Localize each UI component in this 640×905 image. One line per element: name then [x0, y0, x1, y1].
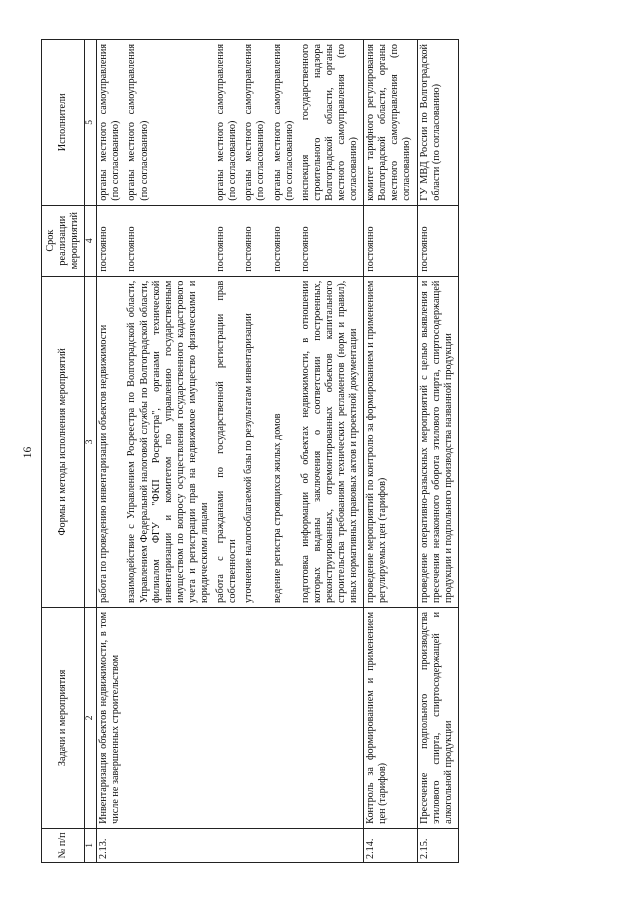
form-cell: взаимодействие с Управлением Росреестра по Волгоградской области, Управлением Федеральной налоговой службы по Волгоградской области, филиалом ФГУ "ФКП Росреестра", органами технической инвентаризации и комитетом по управлению государственным имуществом по вопросу осуществления государственного кадастрового учета и регистрации прав на недвижимое имущество физическими и юридическими лицами: [125, 276, 214, 607]
column-index: 2: [85, 607, 97, 828]
executor-cell: органы местного самоуправления (по согласованию): [271, 40, 299, 206]
header-executors: Исполнители: [42, 40, 85, 206]
table-row: [417, 40, 458, 863]
header-task: Задачи и мероприятия: [42, 607, 85, 828]
header-row: [42, 40, 85, 863]
term-cell: постоянно: [125, 205, 214, 276]
form-cell: работа по проведению инвентаризации объектов недвижимости: [97, 276, 126, 607]
task-cell: Пресечение подпольного производства этилового спирта, спиртосодержащей и алкогольной продукции: [417, 607, 458, 828]
form-cell: уточнение налогооблагаемой базы по результатам инвентаризации: [242, 276, 270, 607]
measures-table: [41, 39, 459, 863]
header-term: Срок реализации мероприятий: [42, 205, 85, 276]
table-row: [97, 40, 126, 863]
term-cell: постоянно: [271, 205, 299, 276]
column-index: 5: [85, 40, 97, 206]
term-cell: постоянно: [214, 205, 242, 276]
executor-cell: органы местного самоуправления (по согласованию): [242, 40, 270, 206]
term-cell: постоянно: [417, 205, 458, 276]
form-cell: проведение оперативно-разыскных мероприятий с целью выявления и пресечения незаконного оборота этилового спирта, спиртосодержащей продукции и подпольного производства названной продукции: [417, 276, 458, 607]
form-cell: ведение регистра строящихся жилых домов: [271, 276, 299, 607]
header-num: № п/п: [42, 828, 85, 862]
page-number: 16: [22, 446, 34, 459]
column-index: 1: [85, 828, 97, 862]
form-cell: подготовка информации об объектах недвижимости, в отношении которых выданы заключения о соответствии построенных, реконструированных, отремонтированных объектов капитального строительства требованиям технических регламентов (норм и правил), иных нормативных правовых актов и проектной документации: [299, 276, 364, 607]
task-cell: Контроль за формированием и применением цен (тарифов): [364, 607, 417, 828]
form-cell: работа с гражданами по государственной регистрации прав собственности: [214, 276, 242, 607]
term-cell: постоянно: [242, 205, 270, 276]
executor-cell: ГУ МВД России по Волгоградской области (по согласованию): [417, 40, 458, 206]
executor-cell: инспекция государственного строительного надзора Волгоградской области, органы местного самоуправления (по согласованию): [299, 40, 364, 206]
executor-cell: органы местного самоуправления (по согласованию): [214, 40, 242, 206]
term-cell: постоянно: [299, 205, 364, 276]
row-number: 2.15.: [417, 828, 458, 862]
column-index: 4: [85, 205, 97, 276]
term-cell: постоянно: [97, 205, 126, 276]
table-row: [364, 40, 417, 863]
column-index: 3: [85, 276, 97, 607]
term-cell: постоянно: [364, 205, 417, 276]
executor-cell: органы местного самоуправления (по согласованию): [125, 40, 214, 206]
column-index-row: [85, 40, 97, 863]
row-number: 2.13.: [97, 828, 364, 862]
row-number: 2.14.: [364, 828, 417, 862]
form-cell: проведение мероприятий по контролю за формированием и применением регулируемых цен (тарифов): [364, 276, 417, 607]
executor-cell: органы местного самоуправления (по согласованию): [97, 40, 126, 206]
header-forms: Формы и методы исполнения мероприятий: [42, 276, 85, 607]
task-cell: Инвентаризация объектов недвижимости, в том числе не завершенных строительством: [97, 607, 364, 828]
table-body: [97, 40, 459, 863]
executor-cell: комитет тарифного регулирования Волгоградской области, органы местного самоуправления (по согласованию): [364, 40, 417, 206]
